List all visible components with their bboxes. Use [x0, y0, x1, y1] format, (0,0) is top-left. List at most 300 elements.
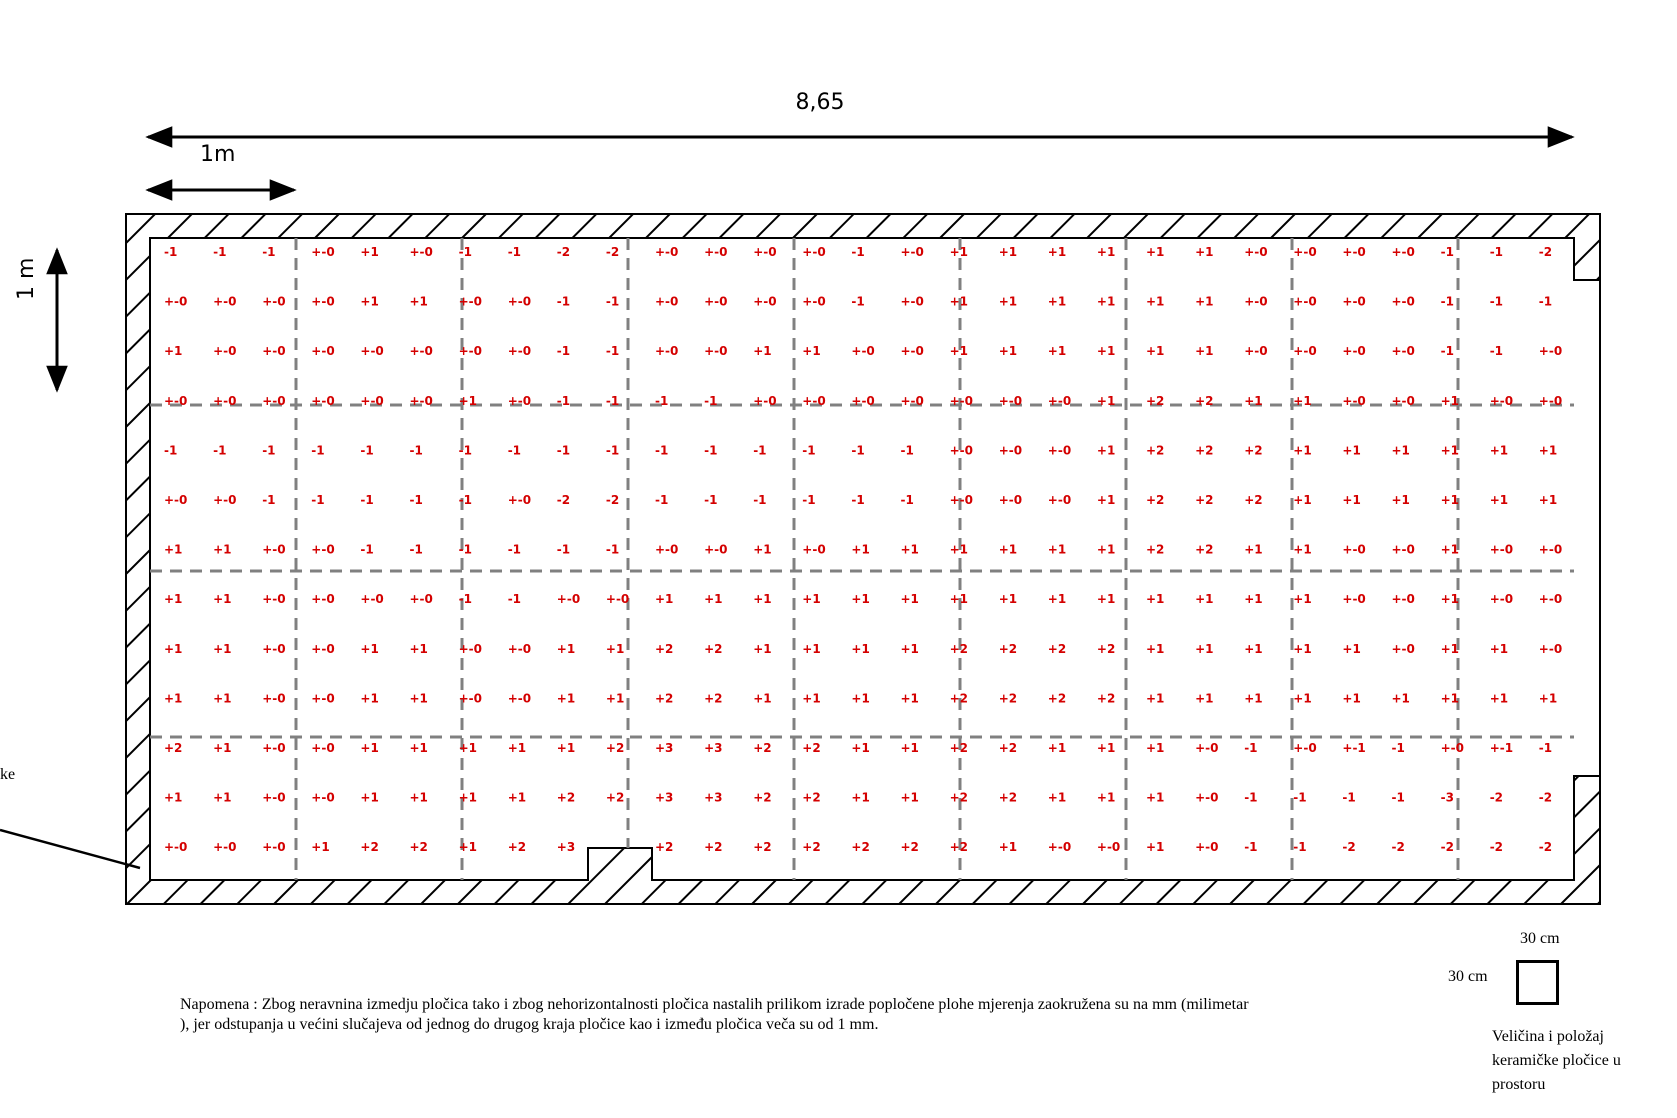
measurement-value: -1 [262, 493, 276, 507]
measurement-value: +-0 [409, 344, 433, 359]
measurement-value: -1 [1440, 344, 1454, 359]
measurement-value: +-0 [1342, 344, 1366, 359]
measurement-value: +1 [753, 592, 772, 607]
measurement-value: +1 [311, 840, 330, 855]
measurement-value: +2 [753, 840, 772, 855]
measurement-value: +-0 [164, 294, 188, 309]
measurement-value: +1 [507, 790, 527, 805]
measurement-value: +2 [998, 741, 1018, 755]
measurement-value: +-0 [704, 294, 728, 309]
measurement-value: +2 [998, 641, 1018, 656]
measurement-value: +-0 [507, 493, 532, 507]
total-length-label: 8,65 [795, 90, 845, 115]
measurement-value: +-0 [900, 294, 924, 309]
measurement-value: +2 [949, 641, 969, 656]
measurement-value: +-0 [802, 393, 826, 408]
measurement-value: -1 [704, 493, 718, 507]
measurement-value: +1 [409, 294, 428, 309]
measurement-value: +2 [1195, 443, 1214, 458]
measurement-value: +-0 [311, 592, 335, 607]
measurement-value: -1 [605, 294, 620, 309]
measurement-value: +1 [213, 592, 232, 607]
measurement-value: -1 [458, 542, 472, 557]
measurement-value: -1 [262, 443, 276, 458]
measurement-value: -1 [753, 443, 767, 458]
measurement-value: +1 [1391, 443, 1410, 458]
measurement-value: +-0 [1391, 542, 1415, 557]
measurement-value: -1 [1489, 245, 1504, 259]
measurement-value: +1 [949, 592, 969, 607]
measurement-value: +2 [998, 691, 1018, 706]
measurement-value: -1 [360, 542, 374, 557]
measurement-value: +-0 [1342, 393, 1366, 408]
measurement-value: +-0 [900, 245, 924, 259]
measurement-value: +1 [213, 741, 232, 755]
measurement-value: +-0 [1342, 592, 1366, 607]
measurement-value: +2 [753, 790, 772, 805]
side-label: ke [0, 766, 16, 783]
measurement-value: -1 [1293, 790, 1307, 805]
measurement-value: +1 [1195, 641, 1214, 656]
measurement-value: +-0 [213, 840, 237, 855]
measurement-value: +-0 [900, 344, 924, 359]
measurement-value: +1 [164, 344, 183, 359]
measurement-value: -1 [262, 245, 276, 259]
measurement-value: +1 [409, 641, 428, 656]
measurement-value: +-0 [1195, 790, 1219, 805]
measurement-value: -1 [458, 443, 472, 458]
measurement-value: -1 [507, 592, 522, 607]
measurement-value: +-0 [311, 691, 335, 706]
measurement-value: -1 [458, 592, 472, 607]
tile-size-square [1516, 960, 1559, 1005]
measurement-value: +2 [704, 840, 723, 855]
measurement-value: -1 [655, 393, 669, 408]
measurement-value: -1 [851, 294, 865, 309]
measurement-value: +1 [556, 641, 576, 656]
measurement-value: +-0 [213, 344, 237, 359]
measurement-value: +2 [1047, 641, 1067, 656]
measurement-value: +-0 [164, 393, 188, 408]
measurement-value: +-0 [507, 344, 532, 359]
measurement-value: -1 [1342, 790, 1356, 805]
measurement-value: +-0 [262, 592, 286, 607]
measurement-value: +1 [1047, 344, 1067, 359]
measurement-value: -2 [605, 493, 620, 507]
measurement-value: +-0 [900, 393, 924, 408]
measurement-value: +1 [1047, 790, 1067, 805]
measurement-value: +-0 [1096, 840, 1121, 855]
measurement-value: +3 [655, 741, 674, 755]
measurement-value: +1 [753, 344, 772, 359]
measurement-value: +-0 [311, 344, 335, 359]
measurement-value: -1 [605, 443, 620, 458]
measurement-value: +2 [1195, 393, 1214, 408]
measurement-value: +-0 [851, 344, 875, 359]
measurement-value: +1 [1293, 592, 1312, 607]
measurement-value: +1 [1538, 493, 1558, 507]
measurement-value: +-0 [605, 592, 630, 607]
measurement-value: +1 [360, 790, 379, 805]
measurement-value: +2 [655, 691, 674, 706]
measurement-value: +1 [1440, 691, 1460, 706]
measurement-value: +-0 [311, 790, 335, 805]
measurement-value: +1 [1047, 245, 1067, 259]
measurement-value: +1 [507, 741, 527, 755]
measurement-value: +1 [1440, 443, 1460, 458]
measurement-value: -1 [655, 443, 669, 458]
measurement-value: -1 [507, 443, 522, 458]
measurement-value: +-0 [1047, 493, 1072, 507]
measurement-value: +1 [1244, 393, 1263, 408]
measurement-value: +-0 [1538, 393, 1563, 408]
measurement-value: +-0 [655, 344, 679, 359]
measurement-value: +2 [949, 790, 969, 805]
measurement-value: +3 [556, 840, 576, 855]
measurement-value: +2 [949, 840, 969, 855]
measurement-value: +-0 [998, 443, 1023, 458]
measurement-value: +-0 [704, 344, 728, 359]
measurement-value: +1 [1244, 592, 1263, 607]
measurement-value: +-0 [556, 592, 581, 607]
measurement-value: +-0 [949, 393, 973, 408]
measurement-value: +-0 [1391, 245, 1415, 259]
measurement-value: +1 [1440, 641, 1460, 656]
measurement-value: +-0 [360, 393, 384, 408]
measurement-value: +-0 [802, 245, 826, 259]
measurement-value: +-0 [311, 641, 335, 656]
measurement-value: +-0 [262, 691, 286, 706]
measurement-value: -1 [409, 443, 423, 458]
measurement-value: +-0 [753, 393, 777, 408]
measurement-value: +1 [1293, 542, 1312, 557]
measurement-value: +2 [1244, 493, 1263, 507]
measurement-value: -2 [1342, 840, 1356, 855]
measurement-value: -2 [556, 245, 571, 259]
measurement-value: +1 [1244, 542, 1263, 557]
measurement-value: +1 [900, 741, 919, 755]
measurement-value: +-0 [1391, 393, 1415, 408]
measurement-value: +1 [998, 542, 1018, 557]
measurement-value: -1 [556, 294, 571, 309]
measurement-value: +1 [1538, 443, 1558, 458]
measurement-value: +1 [1440, 393, 1460, 408]
measurement-value: -1 [900, 443, 914, 458]
measurement-value: +1 [900, 790, 919, 805]
measurement-value: +1 [605, 641, 625, 656]
measurement-value: -2 [1538, 840, 1553, 855]
measurement-value: +1 [851, 641, 870, 656]
measurement-value: -1 [556, 443, 571, 458]
measurement-value: +1 [753, 691, 772, 706]
measurement-value: +-0 [409, 592, 433, 607]
measurement-value: -2 [1391, 840, 1405, 855]
measurement-value: +1 [1096, 294, 1116, 309]
measurement-value: +2 [1244, 443, 1263, 458]
measurement-value: +-0 [458, 641, 482, 656]
measurement-value: +3 [704, 741, 723, 755]
measurement-value: +1 [458, 840, 478, 855]
measurement-value: +-0 [1391, 294, 1415, 309]
measurement-value: +1 [900, 641, 919, 656]
measurement-value: -1 [213, 245, 227, 259]
measurement-value: +2 [802, 741, 821, 755]
measurement-value: -1 [704, 443, 718, 458]
measurement-value: -2 [1489, 840, 1504, 855]
measurement-value: +-0 [311, 542, 335, 557]
measurement-value: +2 [1146, 542, 1165, 557]
measurement-value: +-0 [1244, 344, 1268, 359]
measurement-value: +1 [556, 741, 576, 755]
measurement-value: +-0 [1489, 542, 1514, 557]
measurement-value: -2 [605, 245, 620, 259]
measurement-value: +1 [900, 691, 919, 706]
measurement-value: +1 [1195, 592, 1214, 607]
measurement-value: +2 [1146, 493, 1165, 507]
measurement-value: +1 [802, 691, 821, 706]
measurement-value: +1 [1047, 741, 1067, 755]
measurement-value: +-0 [1244, 294, 1268, 309]
measurement-value: +1 [949, 245, 969, 259]
measurement-value: +1 [360, 294, 379, 309]
measurement-value: +1 [1391, 691, 1410, 706]
measurement-value: +-0 [1047, 443, 1072, 458]
measurement-value: +-0 [164, 493, 188, 507]
measurement-value: +2 [409, 840, 428, 855]
measurement-value: +1 [1146, 691, 1165, 706]
measurement-value: +2 [655, 840, 674, 855]
measurement-value: +-0 [1293, 294, 1317, 309]
measurement-value: +1 [851, 790, 870, 805]
measurement-value: +1 [998, 344, 1018, 359]
measurement-value: +-0 [1342, 294, 1366, 309]
measurement-value: +1 [1489, 493, 1509, 507]
measurement-value: +1 [1146, 840, 1165, 855]
measurement-value: +-0 [507, 641, 532, 656]
measurement-value: +-0 [262, 790, 286, 805]
measurement-value: -1 [507, 245, 522, 259]
measurement-value: +1 [949, 542, 969, 557]
measurement-value: +1 [409, 741, 428, 755]
measurement-value: -2 [1440, 840, 1454, 855]
measurement-value: +-0 [262, 393, 286, 408]
measurement-value: +1 [1096, 592, 1116, 607]
measurement-value: +-0 [164, 840, 188, 855]
measurement-value: +-0 [1489, 592, 1514, 607]
measurement-value: +2 [704, 641, 723, 656]
measurement-value: -1 [753, 493, 767, 507]
measurement-value: +1 [753, 542, 772, 557]
measurement-value: +1 [1342, 691, 1361, 706]
measurement-value: +1 [1293, 691, 1312, 706]
unit-length-label: 1m [200, 142, 236, 167]
measurement-value: +-0 [1391, 641, 1415, 656]
measurement-value: +1 [1195, 294, 1214, 309]
measurement-value: -1 [360, 493, 374, 507]
measurement-value: -1 [851, 493, 865, 507]
measurement-value: +-0 [1538, 641, 1563, 656]
measurement-value: +-0 [753, 245, 777, 259]
measurement-value: +-0 [753, 294, 777, 309]
measurement-value: +1 [1489, 443, 1509, 458]
measurement-value: +-0 [949, 443, 973, 458]
measurement-value: +2 [360, 840, 379, 855]
measurement-value: -1 [458, 245, 472, 259]
measurement-value: +-0 [213, 393, 237, 408]
measurement-value: -1 [507, 542, 522, 557]
measurement-value: +-0 [360, 344, 384, 359]
measurement-value: -1 [1538, 741, 1553, 755]
measurement-value: +1 [802, 344, 821, 359]
measurement-value: +-0 [213, 294, 237, 309]
measurement-value: +1 [1096, 393, 1116, 408]
measurement-value: +1 [900, 542, 919, 557]
measurement-value: +-0 [409, 393, 433, 408]
measurement-value: +1 [1146, 741, 1165, 755]
measurement-value: +1 [213, 790, 232, 805]
measurement-value: +2 [949, 741, 969, 755]
measurement-value: -1 [605, 542, 620, 557]
measurement-value: +1 [1146, 790, 1165, 805]
measurement-value: +1 [1293, 641, 1312, 656]
measurement-value: -1 [704, 393, 718, 408]
measurement-value: +-0 [802, 294, 826, 309]
measurement-value: +1 [851, 542, 870, 557]
measurement-value: +-0 [1195, 840, 1219, 855]
measurement-value: +1 [409, 691, 428, 706]
measurement-value: +1 [802, 592, 821, 607]
tile-caption: Veličina i položaj keramičke pločice u prostoru [1492, 1028, 1621, 1093]
measurement-value: +1 [164, 790, 183, 805]
measurement-value: +1 [458, 393, 478, 408]
measurement-value: +1 [851, 592, 870, 607]
measurement-value: +1 [1096, 790, 1116, 805]
measurement-value: +-0 [507, 393, 532, 408]
measurement-value: -1 [556, 542, 571, 557]
measurement-value: -1 [851, 245, 865, 259]
measurement-value: +1 [458, 790, 478, 805]
measurement-value: +1 [1096, 344, 1116, 359]
measurement-value: +2 [507, 840, 527, 855]
measurement-value: +1 [360, 691, 379, 706]
measurement-value: -1 [311, 493, 325, 507]
measurement-value: -1 [1489, 344, 1504, 359]
measurement-value: -3 [1440, 790, 1454, 805]
measurement-value: +-0 [704, 542, 728, 557]
measurement-value: +1 [458, 741, 478, 755]
measurement-value: +-0 [1391, 344, 1415, 359]
measurement-value: +-0 [1489, 393, 1514, 408]
measurement-value: -2 [1538, 790, 1553, 805]
measurement-value: +2 [802, 840, 821, 855]
measurement-value: +-0 [1293, 245, 1317, 259]
measurement-value: +3 [655, 790, 674, 805]
measurement-value: +1 [1146, 592, 1165, 607]
note-text: Napomena : Zbog neravnina izmedju pločica tako i zbog nehorizontalnosti pločica nastalih prilikom izrade popločene plohe mjerenja zaokružena su na mm (milimetar ), jer odstupanja u većini slučajeva od jednog do drugog kraja pločice kao i između pločica veča su od 1 mm. [180, 996, 1249, 1033]
measurement-value: +1 [998, 245, 1018, 259]
measurement-value: +1 [1096, 542, 1116, 557]
measurement-value: +2 [1195, 493, 1214, 507]
measurement-value: +1 [1538, 691, 1558, 706]
measurement-value: +-0 [1244, 245, 1268, 259]
measurement-value: +-0 [1293, 741, 1317, 755]
measurement-value: -1 [556, 393, 571, 408]
measurement-value: +1 [164, 592, 183, 607]
measurement-value: +1 [851, 741, 870, 755]
measurement-value: +-0 [1047, 393, 1072, 408]
measurement-value: +1 [164, 542, 183, 557]
measurement-value: +2 [1096, 641, 1116, 656]
measurement-value: +-0 [311, 294, 335, 309]
measurement-value: +1 [213, 542, 232, 557]
measurement-value: -1 [1538, 294, 1553, 309]
pointer-line [0, 830, 140, 868]
measurement-value: +-0 [655, 542, 679, 557]
measurement-value: +1 [360, 641, 379, 656]
measurement-value: +1 [164, 691, 183, 706]
measurement-value: +1 [802, 641, 821, 656]
measurement-value: +1 [1391, 493, 1410, 507]
measurement-value: -1 [851, 443, 865, 458]
measurement-value: +2 [655, 641, 674, 656]
measurement-value: +1 [360, 741, 379, 755]
measurement-value: +-0 [458, 344, 482, 359]
measurement-value: -1 [605, 344, 620, 359]
measurement-value: -1 [1244, 840, 1258, 855]
measurement-value: +1 [1489, 641, 1509, 656]
measurement-value: -1 [311, 443, 325, 458]
measurement-value: -1 [1244, 741, 1258, 755]
measurement-value: -1 [802, 443, 816, 458]
measurement-value: +1 [409, 790, 428, 805]
measurement-value: -1 [164, 443, 178, 458]
measurement-value: +1 [1146, 641, 1165, 656]
measurement-value: +1 [1293, 493, 1312, 507]
vertical-unit-label: 1 m [14, 257, 39, 300]
measurement-value: +-0 [1538, 542, 1563, 557]
measurement-value: -1 [409, 493, 423, 507]
measurement-value: +-0 [1293, 344, 1317, 359]
measurement-value: +-0 [507, 294, 532, 309]
measurement-value: +1 [360, 245, 379, 259]
measurement-value: +-0 [1391, 592, 1415, 607]
measurement-value: -1 [1244, 790, 1258, 805]
measurement-value: +-0 [458, 294, 482, 309]
measurement-value: +-0 [409, 245, 433, 259]
measurement-value: +-0 [949, 493, 973, 507]
measurement-value: -1 [1440, 294, 1454, 309]
measurement-value: +-0 [311, 741, 335, 755]
measurement-value: +3 [704, 790, 723, 805]
measurement-value: +1 [1293, 443, 1312, 458]
measurement-value: +1 [1047, 542, 1067, 557]
measurement-value: +-0 [998, 393, 1023, 408]
measurement-value: +2 [949, 691, 969, 706]
measurement-value: +-0 [1440, 741, 1464, 755]
measurement-value: +1 [1096, 443, 1116, 458]
measurement-value: -1 [1391, 790, 1405, 805]
measurement-value: +1 [1146, 344, 1165, 359]
measurement-value: +1 [556, 691, 576, 706]
measurement-value: +1 [1047, 294, 1067, 309]
measurement-value: +-0 [655, 245, 679, 259]
measurement-value: +1 [998, 592, 1018, 607]
measurement-value: +1 [704, 592, 723, 607]
measurement-value: +1 [1440, 592, 1460, 607]
measurement-value: -1 [213, 443, 227, 458]
measurement-value: -1 [1391, 741, 1405, 755]
measurement-value: +-1 [1489, 741, 1514, 755]
